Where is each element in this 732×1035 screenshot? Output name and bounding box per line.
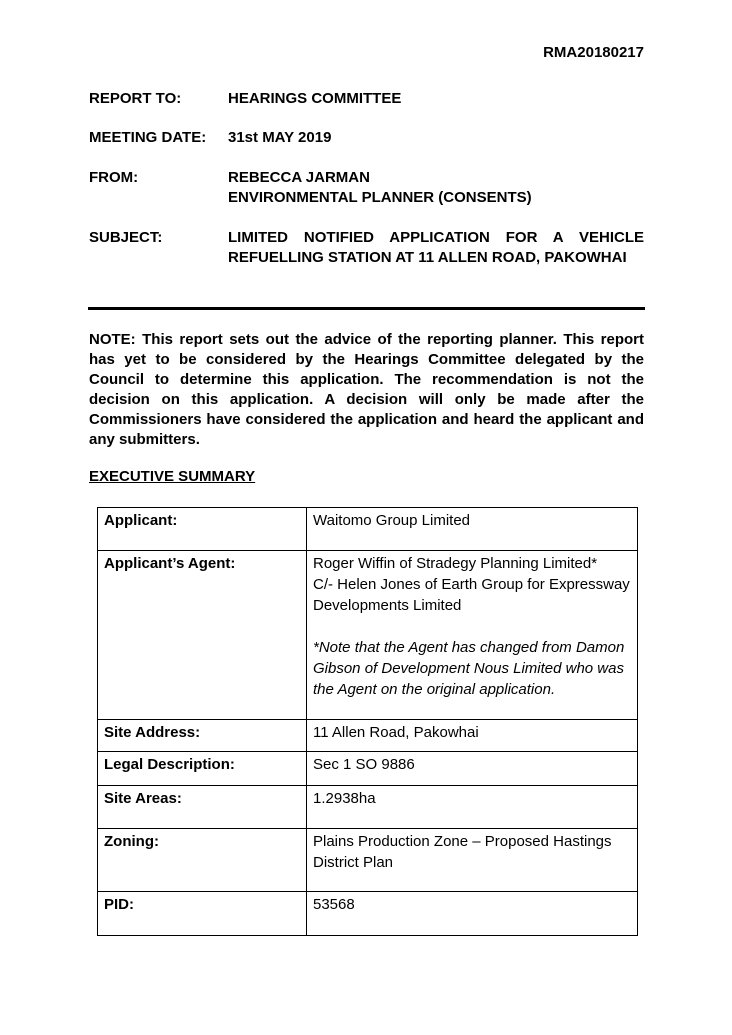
- table-row: [98, 551, 638, 720]
- meeting-date-value: 31st MAY 2019: [228, 129, 332, 146]
- meeting-date-label: MEETING DATE:: [89, 129, 207, 146]
- zoning-value: Plains Production Zone – Proposed Hastings District Plan: [307, 829, 638, 892]
- table-row: [98, 892, 638, 936]
- site-address-value: 11 Allen Road, Pakowhai: [307, 720, 638, 752]
- planner-note: NOTE: This report sets out the advice of the reporting planner. This report has yet to be considered by the Hearings Committee delegated by the Council to determine this application. The recommendation is not the decision on this application. A decision will only be made after the Commissioners have considered the application and heard the applicant and any submitters.: [89, 331, 644, 448]
- zoning-label: Zoning:: [98, 829, 307, 892]
- executive-summary-table: [97, 507, 638, 936]
- site-address-label: Site Address:: [98, 720, 307, 752]
- agent-value: [307, 551, 638, 720]
- pid-value: 53568: [307, 892, 638, 936]
- agent-line-1: Roger Wiffin of Stradegy Planning Limited*: [313, 555, 598, 572]
- subject-value: LIMITED NOTIFIED APPLICATION FOR A VEHICLE REFUELLING STATION AT 11 ALLEN ROAD, PAKOWHAI: [228, 229, 644, 266]
- from-name: REBECCA JARMAN: [228, 169, 370, 186]
- site-areas-label: Site Areas:: [98, 786, 307, 829]
- subject-label: SUBJECT:: [89, 229, 163, 246]
- site-areas-value: 1.2938ha: [307, 786, 638, 829]
- legal-description-value: Sec 1 SO 9886: [307, 752, 638, 786]
- from-title: ENVIRONMENTAL PLANNER (CONSENTS): [228, 189, 532, 206]
- table-row: [98, 786, 638, 829]
- from-label: FROM:: [89, 169, 139, 186]
- from-value: [228, 168, 644, 208]
- applicant-label: Applicant:: [98, 508, 307, 551]
- agent-change-note: *Note that the Agent has changed from Damon Gibson of Development Nous Limited who was the Agent on the original application.: [313, 639, 625, 698]
- table-row: [98, 829, 638, 892]
- table-row: [98, 720, 638, 752]
- agent-label: Applicant’s Agent:: [98, 551, 307, 720]
- report-to-value: HEARINGS COMMITTEE: [228, 90, 402, 107]
- agent-line-2: C/- Helen Jones of Earth Group for Expressway Developments Limited: [313, 576, 630, 614]
- applicant-value: Waitomo Group Limited: [307, 508, 638, 551]
- legal-description-label: Legal Description:: [98, 752, 307, 786]
- header-divider: [88, 307, 645, 310]
- pid-label: PID:: [98, 892, 307, 936]
- report-to-label: REPORT TO:: [89, 90, 182, 107]
- table-row: [98, 752, 638, 786]
- executive-summary-heading: EXECUTIVE SUMMARY: [89, 468, 256, 485]
- report-reference: RMA20180217: [543, 44, 644, 61]
- table-row: [98, 508, 638, 551]
